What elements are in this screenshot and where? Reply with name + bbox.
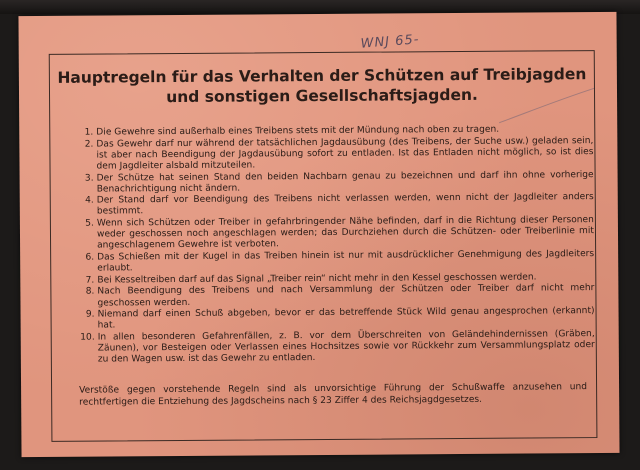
rule-number: 3. (84, 173, 94, 184)
rule-item (78, 170, 594, 196)
rule-number: 1. (84, 127, 94, 138)
rule-number: 8. (85, 287, 95, 298)
rule-item (78, 284, 594, 310)
hunting-rules-card (18, 12, 619, 457)
rule-item (77, 136, 593, 173)
rule-text: Der Schütze hat seinen Stand den beiden Nachbarn genau zu bezeichnen und darf ihn ohne vorherige Benachrichtigung nicht ändern. (96, 169, 594, 195)
rule-number: 10. (80, 332, 95, 343)
rule-item (79, 306, 595, 332)
rule-item (78, 192, 594, 218)
heading-line-2: und sonstigen Gesellschaftsjagden. (166, 85, 478, 107)
rule-text: Das Gewehr darf nur während der tatsächlichen Jagdausübung (des Treibens, der Suche usw.) geladen sein, ist aber nach Beendigung der Jagdausübung sofort zu entladen. Ist das Entladen nicht möglich, so ist dies dem Jagdleiter alsbald mitzuteilen. (96, 135, 594, 172)
rule-number: 5. (85, 218, 94, 229)
rule-text: Bei Kesseltreiben darf auf das Signal „Treiber rein“ nicht mehr in den Kessel geschossen werden. (97, 272, 537, 286)
rule-number: 6. (85, 252, 95, 263)
card-heading (49, 64, 595, 108)
rule-number: 4. (85, 195, 94, 206)
rule-item (78, 249, 594, 275)
closing-note: Verstöße gegen vorstehende Regeln sind als unvorsichtige Führung der Schußwaffe anzusehen und rechtfertigen die Entziehung des Jagdscheins nach § 23 Ziffer 4 des Reichsjagdgesetzes. (79, 382, 588, 408)
handwritten-annotation: WNJ 65- (360, 32, 420, 52)
rule-text: Der Stand darf vor Beendigung des Treibens nicht verlassen werden, wenn nicht der Jagdleiter anders bestimmt. (96, 192, 594, 217)
rule-number: 2. (84, 139, 94, 150)
rule-text: Das Schießen mit der Kugel in das Treiben hinein ist nur mit ausdrücklicher Genehmigung des Jagdleiters erlaubt. (97, 249, 595, 274)
rule-number: 7. (85, 275, 95, 286)
rule-text: Nach Beendigung des Treibens und nach Versammlung der Schützen oder Treiber darf nicht mehr geschossen werden. (97, 283, 595, 309)
rule-number: 9. (85, 309, 95, 320)
rule-text: In allen besonderen Gefahrenfällen, z. B. vor dem Überschreiten von Geländehindernissen (Gräben, Zäunen), vor Besteigen oder Verlassen eines Hochsitzes sowie vor Rückkehr zum Versammlungsplatz oder zu den Wagen usw. ist das Gewehr zu entladen. (97, 329, 595, 365)
rule-text: Die Gewehre sind außerhalb eines Treibens stets mit der Mündung nach oben zu tragen. (96, 124, 500, 138)
rule-item (78, 215, 594, 252)
rule-text: Niemand darf einen Schuß abgeben, bevor er das betreffende Stück Wild genau angesprochen (erkannt) hat. (97, 306, 595, 331)
heading-line-1: Hauptregeln für das Verhalten der Schützen auf Treibjagden (57, 65, 587, 87)
rule-item (79, 329, 595, 366)
rule-text: Wenn sich Schützen oder Treiber in gefahrbringender Nähe befinden, darf in die Richtung dieser Personen weder geschossen noch angeschlagen werden; das Durchziehen durch die Schützen- oder Treiberlinie mit angeschlagenem Gewehre ist verboten. (96, 215, 595, 251)
rules-list (77, 124, 595, 367)
